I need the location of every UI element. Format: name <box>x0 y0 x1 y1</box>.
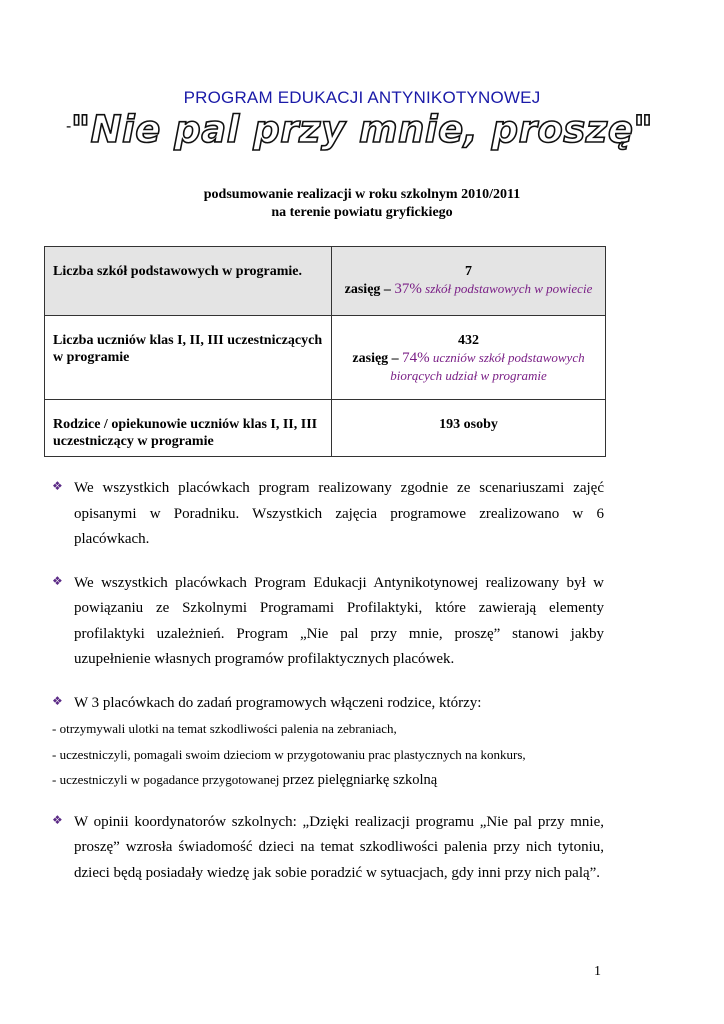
diamond-bullet-icon: ❖ <box>52 479 63 493</box>
slogan-heading: "Nie pal przy mnie, proszę" <box>70 108 654 151</box>
bullet-list <box>52 476 604 900</box>
row-number: 7 <box>465 264 472 279</box>
bullet-text: W opinii koordynatorów szkolnych: „Dzięki realizacji programu „Nie pal przy mnie, proszę” wzrosła świadomość dzieci na temat szkodliwości palenia przy nich tytoniu, dzieci będą posiadały wiedzę jak sobie poradzić w sytuacjach, gdy inni przy nich palą”. <box>74 813 604 881</box>
bullet-text: We wszystkich placówkach Program Edukacji Antynikotynowej realizowany był w powiązaniu ze Szkolnymi Programami Profilaktyki, które zawierają elementy profilaktyki uzależnień. Program „Nie pal przy mnie, proszę” stanowi jakby uzupełnienie własnych programów profilaktycznych placówek. <box>74 574 604 667</box>
sub-item-tail: przez pielęgniarkę szkolną <box>282 772 438 788</box>
page-number: 1 <box>594 964 601 979</box>
row-label: Liczba uczniów klas I, II, III uczestniczących w programie <box>45 316 332 400</box>
table-row <box>45 247 606 316</box>
bullet-text: W 3 placówkach do zadań programowych włączeni rodzice, którzy: <box>74 694 482 711</box>
row-number: 432 <box>458 333 479 348</box>
reach-percent: 37% <box>394 281 422 297</box>
reach-percent: 74% <box>402 350 430 366</box>
list-item <box>52 571 604 673</box>
row-label: Rodzice / opiekunowie uczniów klas I, II, III uczestniczący w programie <box>45 400 332 457</box>
row-value <box>332 247 606 316</box>
list-item <box>52 810 604 887</box>
row-number: 193 osoby <box>439 417 498 432</box>
dash-mark: - <box>66 118 72 135</box>
sub-item: - uczestniczyli, pomagali swoim dzieciom w przygotowaniu prac plastycznych na konkurs, <box>52 746 526 762</box>
diamond-bullet-icon: ❖ <box>52 693 63 708</box>
diamond-bullet-icon: ❖ <box>52 812 63 827</box>
reach-prefix: zasięg – <box>344 282 395 297</box>
summary-heading <box>0 186 724 222</box>
diamond-bullet-icon: ❖ <box>52 573 63 588</box>
sub-item-start: - uczestniczyli w pogadance przygotowanej <box>52 772 283 787</box>
list-item <box>52 476 604 553</box>
row-value <box>332 316 606 400</box>
summary-line-2: na terenie powiatu gryfickiego <box>271 205 453 220</box>
row-value <box>332 400 606 457</box>
sub-item: - otrzymywali ulotki na temat szkodliwości palenia na zebraniach, <box>52 721 397 736</box>
reach-prefix: zasięg – <box>352 351 403 366</box>
stats-table <box>44 246 606 457</box>
table-row <box>45 316 606 400</box>
program-title: PROGRAM EDUKACJI ANTYNIKOTYNOWEJ <box>183 88 541 107</box>
reach-note: szkół podstawowych w powiecie <box>421 281 593 296</box>
bullet-text: We wszystkich placówkach program realizowany zgodnie ze scenariuszami zajęć opisanymi w Poradniku. Wszystkich zajęcia programowe zrealizowano w 6 placówkach. <box>74 480 604 547</box>
row-label: Liczba szkół podstawowych w programie. <box>45 247 332 316</box>
list-item <box>52 691 604 794</box>
sub-item <box>52 767 604 794</box>
summary-line-1: podsumowanie realizacji w roku szkolnym 2010/2011 <box>203 187 521 202</box>
table-row <box>45 400 606 457</box>
reach-note: uczniów szkół podstawowych biorących udział w programie <box>390 350 585 383</box>
